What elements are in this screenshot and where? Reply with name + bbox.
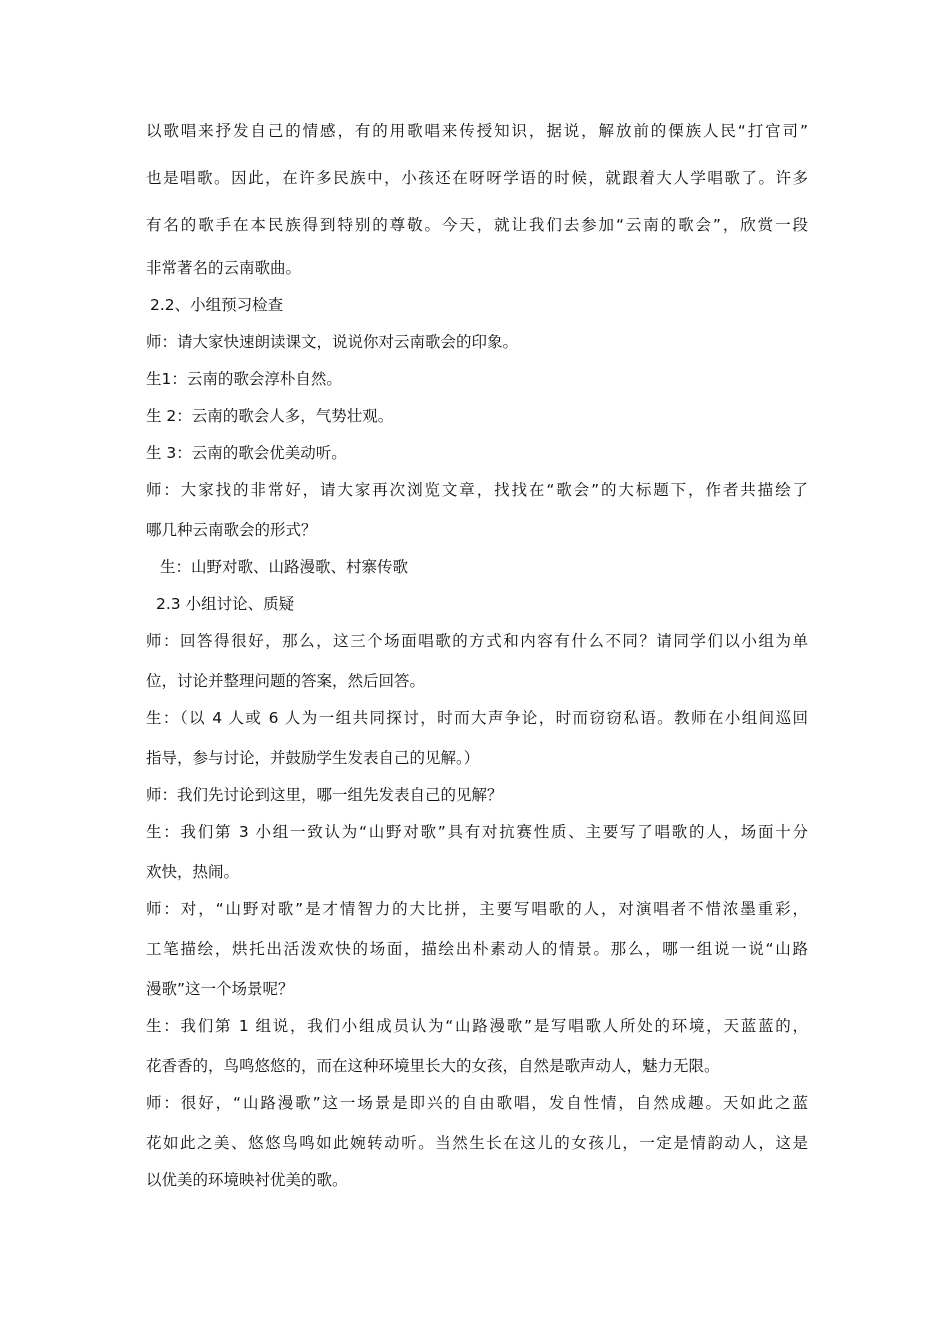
text-line: 哪几种云南歌会的形式？ — [146, 521, 317, 539]
text-line: 生：（以 4 人或 6 人为一组共同探讨，时而大声争论，时而窃窃私语。教师在小组间巡回 — [146, 709, 808, 727]
text-line: 师：请大家快速朗读课文，说说你对云南歌会的印象。 — [146, 333, 519, 351]
text-line: 也是唱歌。因此，在许多民族中，小孩还在呀呀学语的时候，就跟着大人学唱歌了。许多 — [146, 169, 808, 187]
text-line: 生：山野对歌、山路漫歌、村寨传歌 — [160, 558, 409, 576]
text-line: 生：我们第 3 小组一致认为“山野对歌”具有对抗赛性质、主要写了唱歌的人，场面十分 — [146, 823, 808, 841]
text-line: 漫歌”这一个场景呢？ — [146, 980, 294, 998]
text-line: 位，讨论并整理问题的答案，然后回答。 — [146, 672, 426, 690]
section-heading: 2.3 小组讨论、质疑 — [156, 595, 295, 613]
text-line: 花如此之美、悠悠鸟鸣如此婉转动听。当然生长在这儿的女孩儿，一定是情韵动人，这是 — [146, 1134, 808, 1152]
text-line: 师：我们先讨论到这里，哪一组先发表自己的见解？ — [146, 786, 503, 804]
text-line: 师：回答得很好，那么，这三个场面唱歌的方式和内容有什么不同？请同学们以小组为单 — [146, 632, 808, 650]
section-heading: 2.2、小组预习检查 — [150, 296, 284, 314]
text-line: 师：很好，“山路漫歌”这一场景是即兴的自由歌唱，发自性情，自然成趣。天如此之蓝 — [146, 1094, 808, 1112]
text-line: 工笔描绘，烘托出活泼欢快的场面，描绘出朴素动人的情景。那么，哪一组说一说“山路 — [146, 940, 808, 958]
text-line: 以优美的环境映衬优美的歌。 — [146, 1171, 348, 1189]
text-line: 指导，参与讨论，并鼓励学生发表自己的见解。） — [146, 749, 480, 767]
text-line: 非常著名的云南歌曲。 — [146, 259, 302, 277]
text-line: 花香香的，鸟鸣悠悠的，而在这种环境里长大的女孩，自然是歌声动人，魅力无限。 — [146, 1057, 720, 1075]
text-line: 生 2：云南的歌会人多，气势壮观。 — [146, 407, 394, 425]
text-line: 师：对，“山野对歌”是才情智力的大比拼，主要写唱歌的人，对演唱者不惜浓墨重彩， — [146, 900, 808, 918]
text-line: 生：我们第 1 组说，我们小组成员认为“山路漫歌”是写唱歌人所处的环境，天蓝蓝的， — [146, 1017, 808, 1035]
text-line: 生1：云南的歌会淳朴自然。 — [146, 370, 342, 388]
text-line: 以歌唱来抒发自己的情感，有的用歌唱来传授知识，据说，解放前的傈族人民“打官司” — [146, 122, 808, 140]
text-line: 欢快，热闹。 — [146, 863, 240, 881]
text-line: 有名的歌手在本民族得到特别的尊敬。今天，就让我们去参加“云南的歌会”，欣赏一段 — [146, 216, 808, 234]
text-line: 生 3：云南的歌会优美动听。 — [146, 444, 347, 462]
text-line: 师：大家找的非常好，请大家再次浏览文章，找找在“歌会”的大标题下，作者共描绘了 — [146, 481, 808, 499]
